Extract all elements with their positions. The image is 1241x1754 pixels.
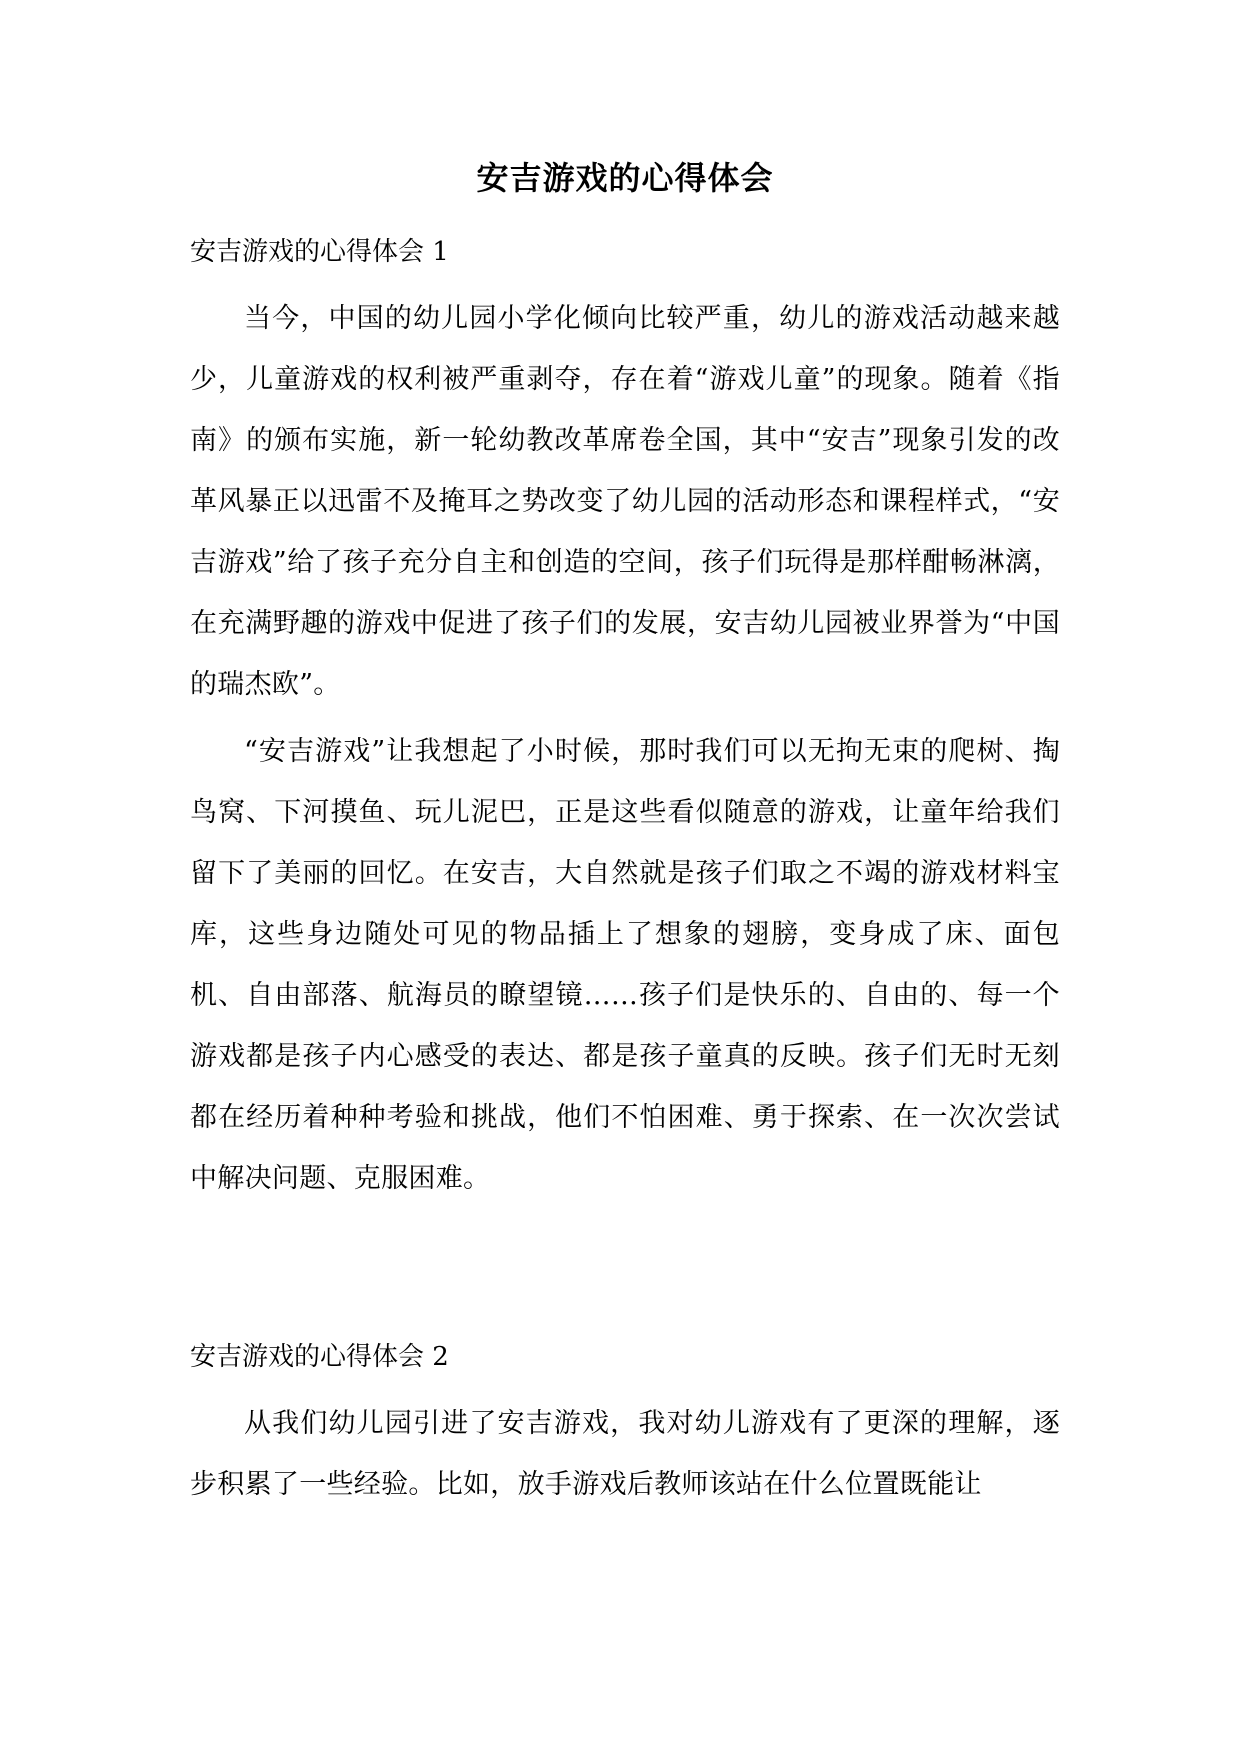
document-body — [190, 156, 1060, 1515]
section-spacer — [190, 1209, 1060, 1327]
section-1-heading: 安吉游戏的心得体会 1 — [190, 237, 449, 267]
section-1-paragraph-1: 当今，中国的幼儿园小学化倾向比较严重，幼儿的游戏活动越来越少，儿童游戏的权利被严重剥夺，存在着“游戏儿童”的现象。随着《指南》的颁布实施，新一轮幼教改革席卷全国，其中“安吉”现象引发的改革风暴正以迅雷不及掩耳之势改变了幼儿园的活动形态和课程样式，“安吉游戏”给了孩子充分自主和创造的空间，孩子们玩得是那样酣畅淋漓，在充满野趣的游戏中促进了孩子们的发展，安吉幼儿园被业界誉为“中国的瑞杰欧”。 — [190, 303, 1060, 700]
section-2 — [190, 1327, 1060, 1515]
document-title: 安吉游戏的心得体会 — [476, 159, 774, 197]
section-1-paragraph-2: “安吉游戏”让我想起了小时候，那时我们可以无拘无束的爬树、掏鸟窝、下河摸鱼、玩儿泥巴，正是这些看似随意的游戏，让童年给我们留下了美丽的回忆。在安吉，大自然就是孩子们取之不竭的游戏材料宝库，这些身边随处可见的物品插上了想象的翅膀，变身成了床、面包机、自由部落、航海员的瞭望镜……孩子们是快乐的、自由的、每一个游戏都是孩子内心感受的表达、都是孩子童真的反映。孩子们无时无刻都在经历着种种考验和挑战，他们不怕困难、勇于探索、在一次次尝试中解决问题、克服困难。 — [190, 736, 1060, 1194]
section-2-paragraph-1: 从我们幼儿园引进了安吉游戏，我对幼儿游戏有了更深的理解，逐步积累了一些经验。比如，放手游戏后教师该站在什么位置既能让 — [190, 1408, 1060, 1500]
section-2-heading: 安吉游戏的心得体会 2 — [190, 1342, 449, 1372]
section-1 — [190, 222, 1060, 1209]
